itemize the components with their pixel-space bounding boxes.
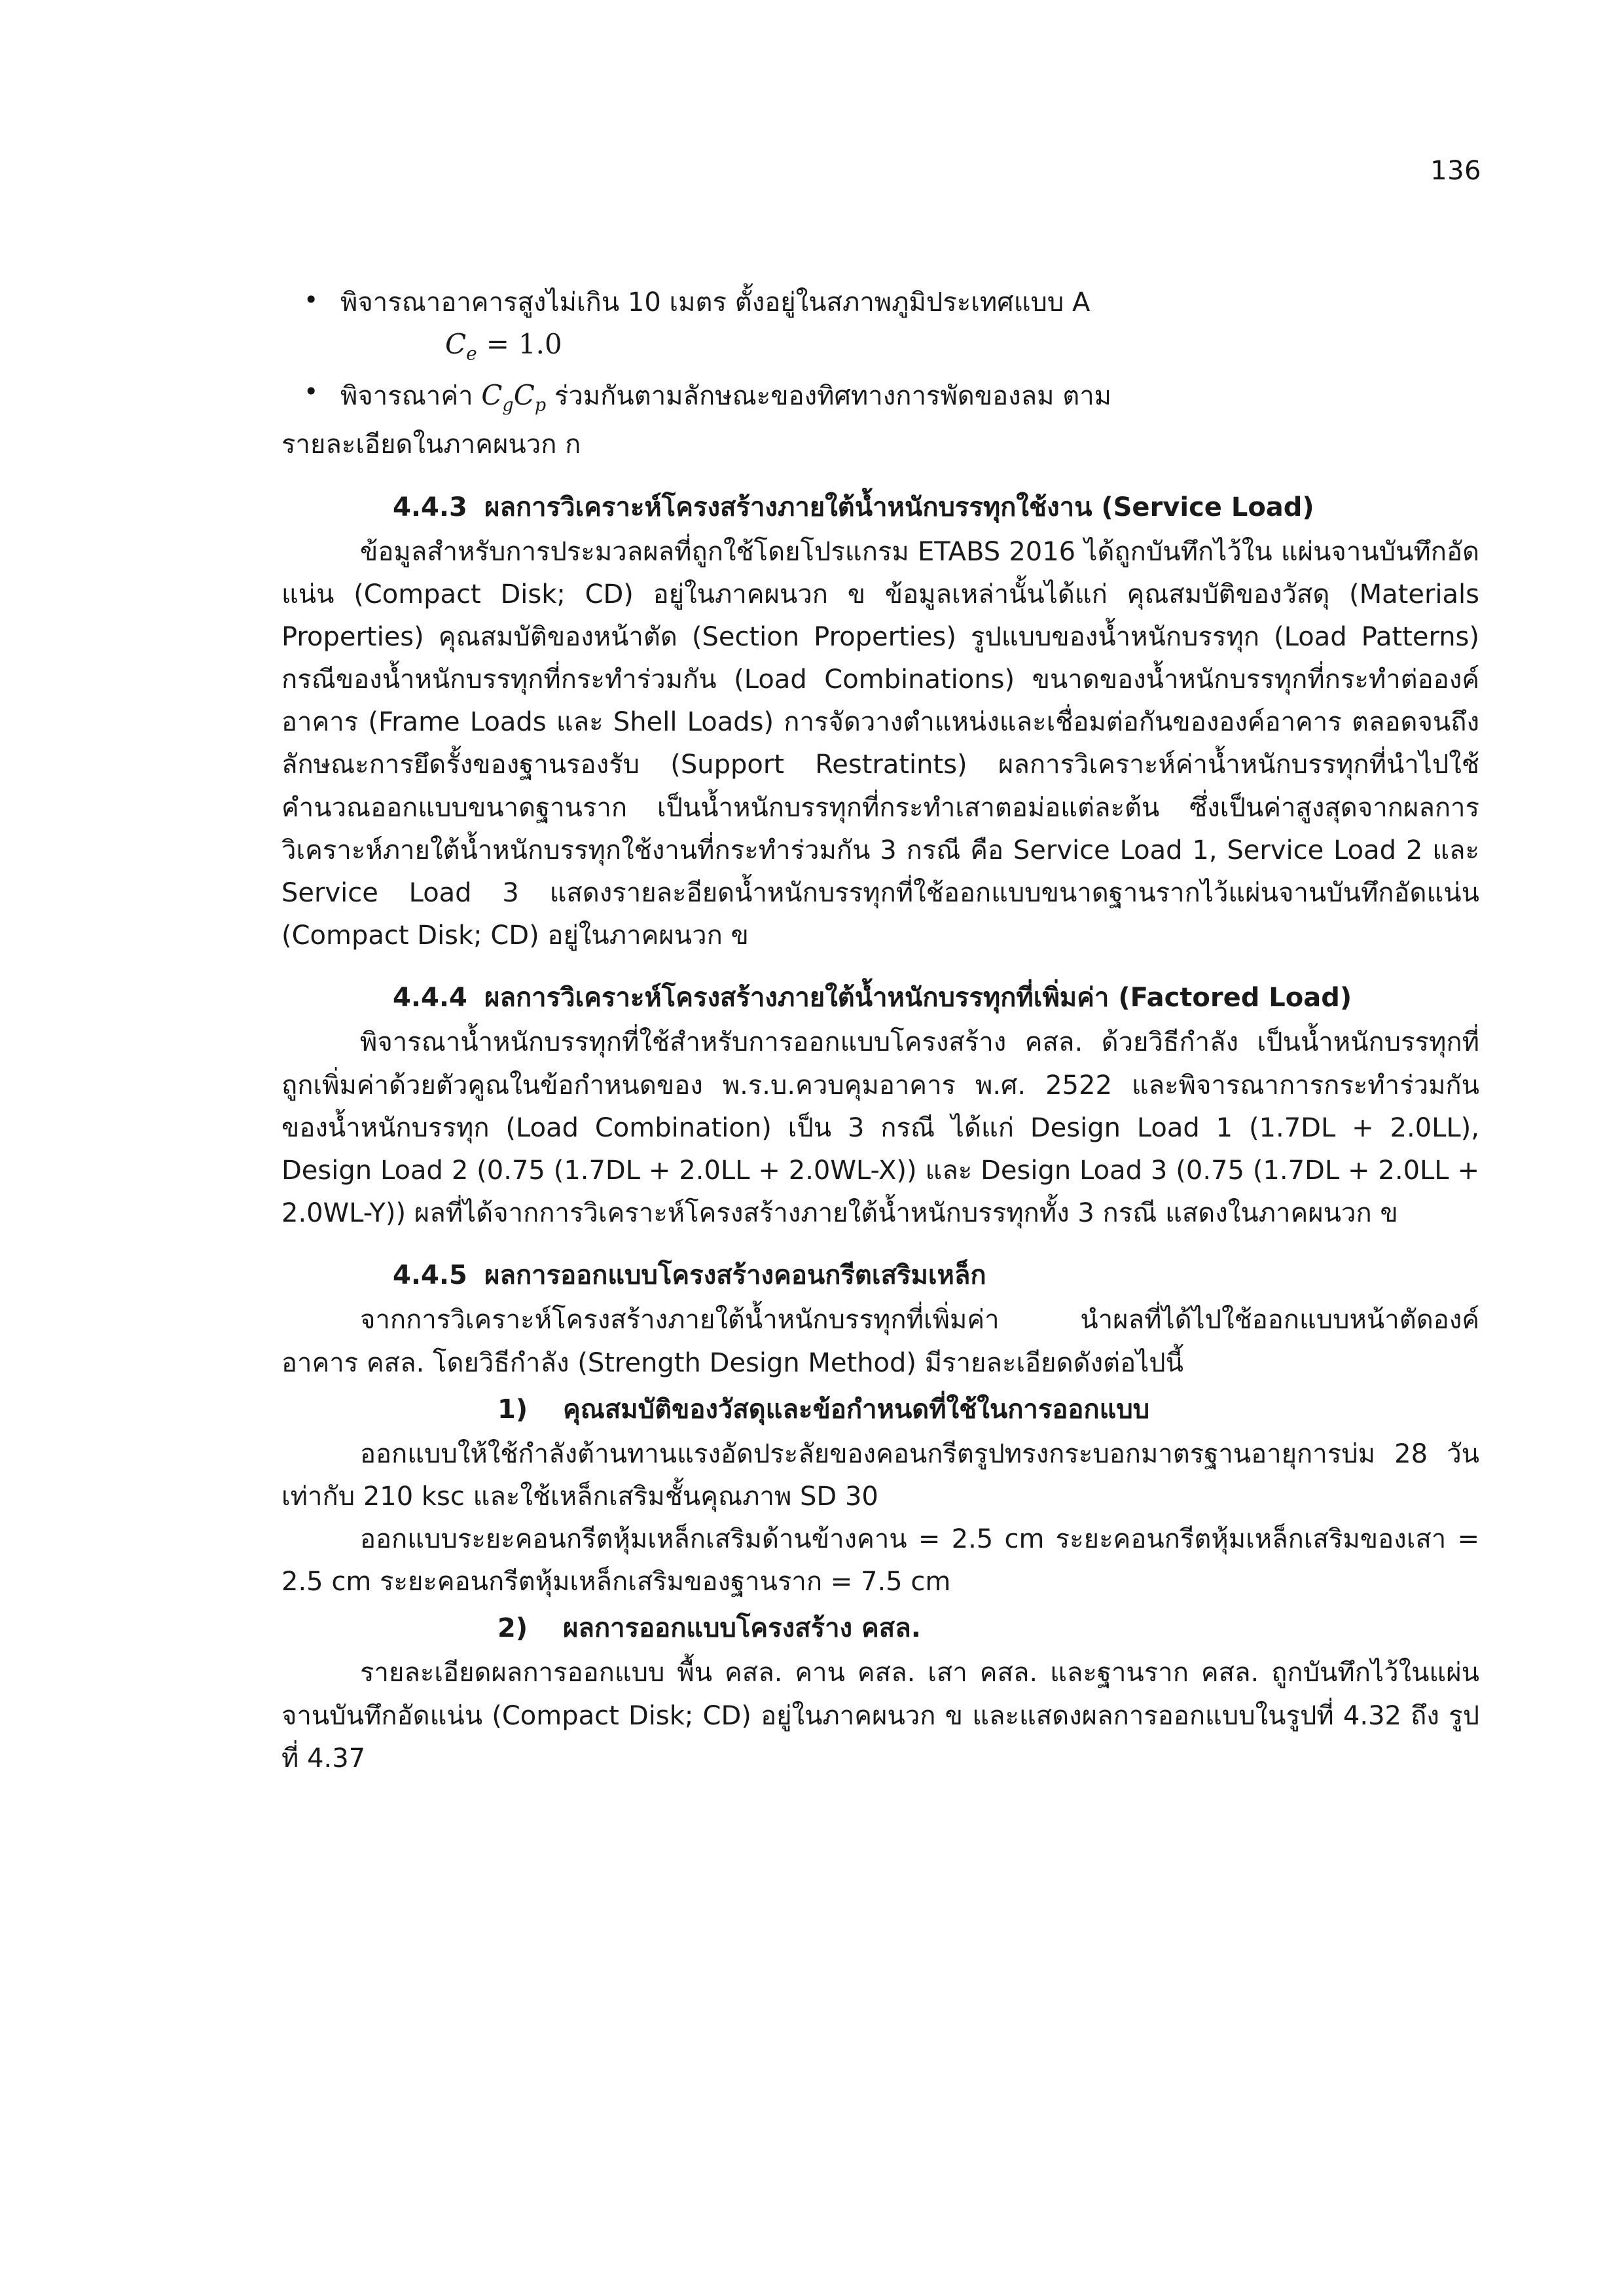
subsection-2-paragraph-1: รายละเอียดผลการออกแบบ พื้น คสล. คาน คสล. เสา คสล. และฐานราก คสล. ถูกบันทึกไว้ในแผ่นจานบันทึกอัดแน่น (Compact Disk; CD) อยู่ในภาคผนวก ข และแสดงผลการออกแบบในรูปที่ 4.32 ถึง รูปที่ 4.37	[281, 1658, 1479, 1774]
math-sub1: g	[502, 395, 514, 416]
list-item	[281, 373, 1479, 420]
math-c2: C	[513, 379, 535, 412]
page-number: 136	[1430, 156, 1481, 186]
formula-ce	[281, 328, 1479, 364]
section-title: ผลการวิเคราะห์โครงสร้างภายใต้น้ำหนักบรรทุกที่เพิ่มค่า (Factored Load)	[484, 983, 1352, 1013]
math-c1: C	[481, 379, 503, 412]
section-title: ผลการวิเคราะห์โครงสร้างภายใต้น้ำหนักบรรทุกใช้งาน (Service Load)	[484, 492, 1314, 522]
formula-subscript: e	[466, 342, 477, 365]
bullet2-suffix: ร่วมกันตามลักษณะของทิศทางการพัดของลม ตาม	[554, 381, 1112, 412]
subsection-title: คุณสมบัติของวัสดุและข้อกำหนดที่ใช้ในการออกแบบ	[563, 1394, 1150, 1425]
subsection-number: 2)	[497, 1613, 528, 1644]
section-445-paragraph: จากการวิเคราะห์โครงสร้างภายใต้น้ำหนักบรรทุกที่เพิ่มค่า นำผลที่ได้ไปใช้ออกแบบหน้าตัดองค์อาคาร คสล. โดยวิธีกำลัง (Strength Design Method) มีรายละเอียดดังต่อไปนี้	[281, 1305, 1479, 1378]
formula-equals: =	[486, 327, 509, 360]
subsection-1-paragraph-2: ออกแบบระยะคอนกรีตหุ้มเหล็กเสริมด้านข้างคาน = 2.5 cm ระยะคอนกรีตหุ้มเหล็กเสริมของเสา = 2.5 cm ระยะคอนกรีตหุ้มเหล็กเสริมของฐานราก = 7.5 cm	[281, 1524, 1479, 1597]
math-sub2: p	[534, 395, 547, 416]
subsection-title: ผลการออกแบบโครงสร้าง คสล.	[563, 1613, 921, 1644]
bullet-text: พิจารณาอาคารสูงไม่เกิน 10 เมตร ตั้งอยู่ในสภาพภูมิประเทศแบบ A	[340, 287, 1091, 318]
page-content	[281, 282, 1479, 1780]
section-444-paragraph: พิจารณาน้ำหนักบรรทุกที่ใช้สำหรับการออกแบบโครงสร้าง คสล. ด้วยวิธีกำลัง เป็นน้ำหนักบรรทุกที่ถูกเพิ่มค่าด้วยตัวคูณในข้อกำหนดของ พ.ร.บ.ควบคุมอาคาร พ.ศ. 2522 และพิจารณาการกระทำร่วมกันของน้ำหนักบรรทุก (Load Combination) เป็น 3 กรณี ได้แก่ Design Load 1 (1.7DL + 2.0LL), Design Load 2 (0.75 (1.7DL + 2.0LL + 2.0WL-X)) และ Design Load 3 (0.75 (1.7DL + 2.0LL + 2.0WL-Y)) ผลที่ได้จากการวิเคราะห์โครงสร้างภายใต้น้ำหนักบรรทุกทั้ง 3 กรณี แสดงในภาคผนวก ข	[281, 1027, 1479, 1229]
bullet2-math	[481, 379, 547, 416]
section-443-paragraph: ข้อมูลสำหรับการประมวลผลที่ถูกใช้โดยโปรแกรม ETABS 2016 ได้ถูกบันทึกไว้ใน แผ่นจานบันทึกอัดแน่น (Compact Disk; CD) อยู่ในภาคผนวก ข ข้อมูลเหล่านั้นได้แก่ คุณสมบัติของวัสดุ (Materials Properties) คุณสมบัติของหน้าตัด (Section Properties) รูปแบบของน้ำหนักบรรทุก (Load Patterns) กรณีของน้ำหนักบรรทุกที่กระทำร่วมกัน (Load Combinations) ขนาดของน้ำหนักบรรทุกที่กระทำต่อองค์อาคาร (Frame Loads และ Shell Loads) การจัดวางตำแหน่งและเชื่อมต่อกันขององค์อาคาร ตลอดจนถึงลักษณะการยึดรั้งของฐานรองรับ (Support Restratints) ผลการวิเคราะห์ค่าน้ำหนักบรรทุกที่นำไปใช้คำนวณออกแบบขนาดฐานราก เป็นน้ำหนักบรรทุกที่กระทำเสาตอม่อแต่ละต้น ซึ่งเป็นค่าสูงสุดจากผลการวิเคราะห์ภายใต้น้ำหนักบรรทุกใช้งานที่กระทำร่วมกัน 3 กรณี คือ Service Load 1, Service Load 2 และ Service Load 3 แสดงรายละอียดน้ำหนักบรรทุกที่ใช้ออกแบบขนาดฐานรากไว้แผ่นจานบันทึกอัดแน่น (Compact Disk; CD) อยู่ในภาคผนวก ข	[281, 536, 1479, 951]
paragraph-after-bullet: รายละเอียดในภาคผนวก ก	[281, 429, 581, 460]
bullet2-prefix: พิจารณาค่า	[340, 381, 473, 412]
subsection-heading-1	[281, 1389, 1479, 1430]
section-heading-444	[281, 977, 1479, 1019]
subsection-heading-2	[281, 1607, 1479, 1649]
list-item	[281, 282, 1479, 324]
subsection-1-paragraph-1: ออกแบบให้ใช้กำลังต้านทานแรงอัดประลัยของคอนกรีตรูปทรงกระบอกมาตรฐานอายุการบ่ม 28 วันเท่ากับ 210 ksc และใช้เหล็กเสริมชั้นคุณภาพ SD 30	[281, 1438, 1479, 1512]
section-number: 4.4.5	[393, 1260, 467, 1291]
section-heading-445	[281, 1254, 1479, 1296]
section-number: 4.4.4	[393, 983, 467, 1013]
section-title: ผลการออกแบบโครงสร้างคอนกรีตเสริมเหล็ก	[484, 1260, 986, 1291]
formula-symbol: C	[445, 327, 467, 360]
bullet-list	[281, 282, 1479, 324]
subsection-number: 1)	[497, 1394, 528, 1425]
section-number: 4.4.3	[393, 492, 467, 522]
section-heading-443	[281, 486, 1479, 528]
bullet-list-2	[281, 373, 1479, 420]
formula-value: 1.0	[518, 327, 562, 360]
